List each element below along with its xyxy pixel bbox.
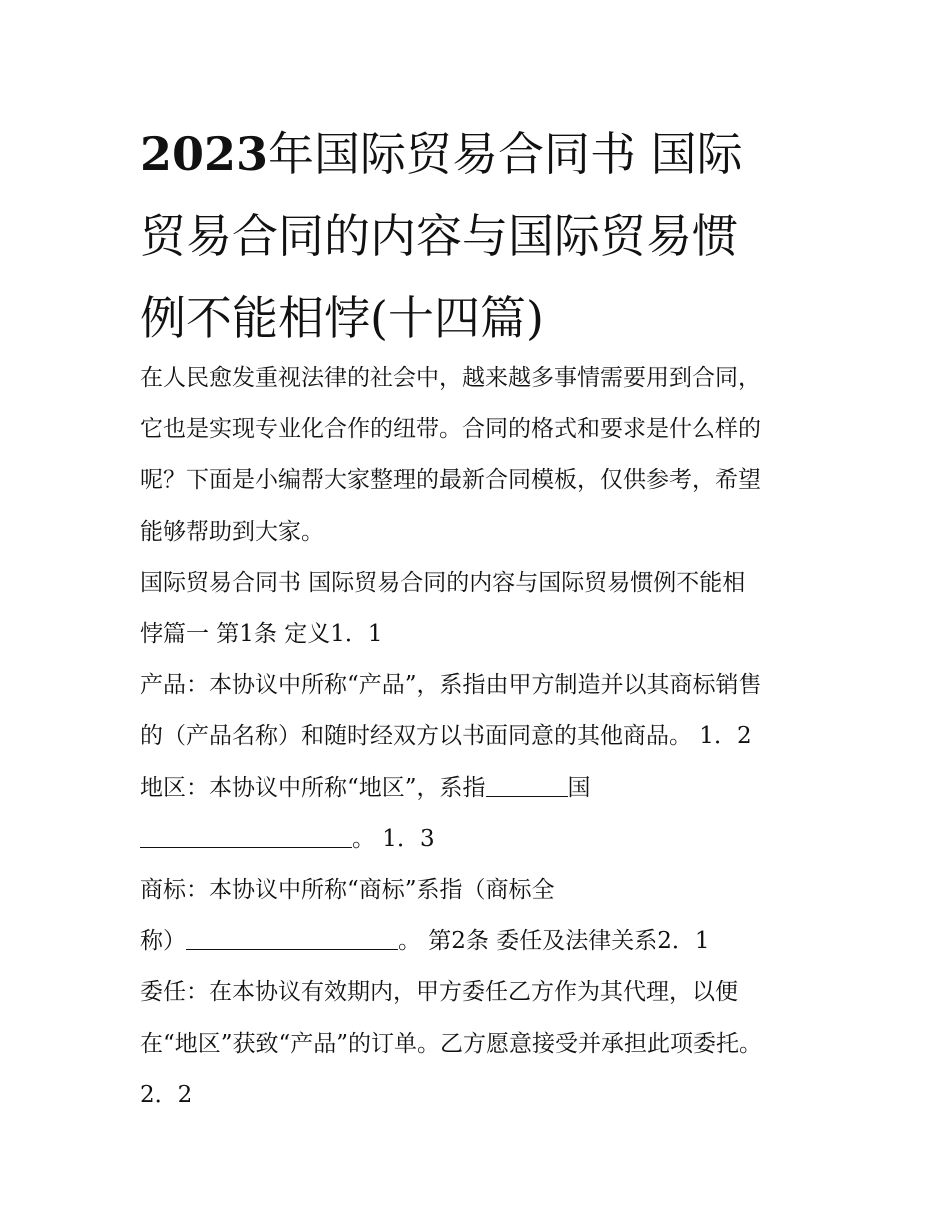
- body-line: 国际贸易合同书 国际贸易合同的内容与国际贸易惯例不能相: [140, 569, 746, 596]
- body-line: 委任：在本协议有效期内，甲方委任乙方作为其代理，以便: [140, 979, 738, 1006]
- body-line: 悖篇一 第1条 定义1．1: [140, 621, 383, 648]
- title-line-2: 贸易合同的内容与国际贸易惯: [140, 209, 738, 263]
- title-year: 2023: [140, 127, 269, 181]
- title-line-3: 例不能相悖(十四篇): [140, 291, 544, 345]
- body-line: 在人民愈发重视法律的社会中，越来越多事情需要用到合同，: [140, 365, 761, 391]
- blank-field: [140, 823, 352, 848]
- body-line: 它也是实现专业化合作的纽带。合同的格式和要求是什么样的: [140, 416, 761, 443]
- blank-field: [486, 771, 568, 796]
- region-definition-end-line: 。 1．3: [140, 814, 830, 865]
- trademark-definition-end-line: 称） 。 第2条 委任及法律关系2．1: [140, 916, 830, 967]
- body-line: 的（产品名称）和随时经双方以书面同意的其他商品。 1．2: [140, 723, 752, 750]
- region-definition-line: 地区：本协议中所称“地区”，系指 国: [140, 763, 830, 814]
- body-line: 能够帮助到大家。: [140, 518, 324, 545]
- body-line: 产品：本协议中所称“产品”，系指由甲方制造并以其商标销售: [140, 672, 762, 699]
- document-body: [140, 353, 830, 1121]
- body-line: 在“地区”获致“产品”的订单。乙方愿意接受并承担此项委托。: [140, 1030, 763, 1057]
- document-title: [140, 113, 820, 359]
- trademark-definition-line: 商标：本协议中所称“商标”系指（商标全: [140, 877, 555, 904]
- title-line-1: 2023年国际贸易合同书 国际: [140, 127, 743, 181]
- body-line: 呢？下面是小编帮大家整理的最新合同模板，仅供参考，希望: [140, 467, 761, 494]
- body-line: 2．2: [140, 1081, 193, 1108]
- blank-field: [186, 925, 398, 950]
